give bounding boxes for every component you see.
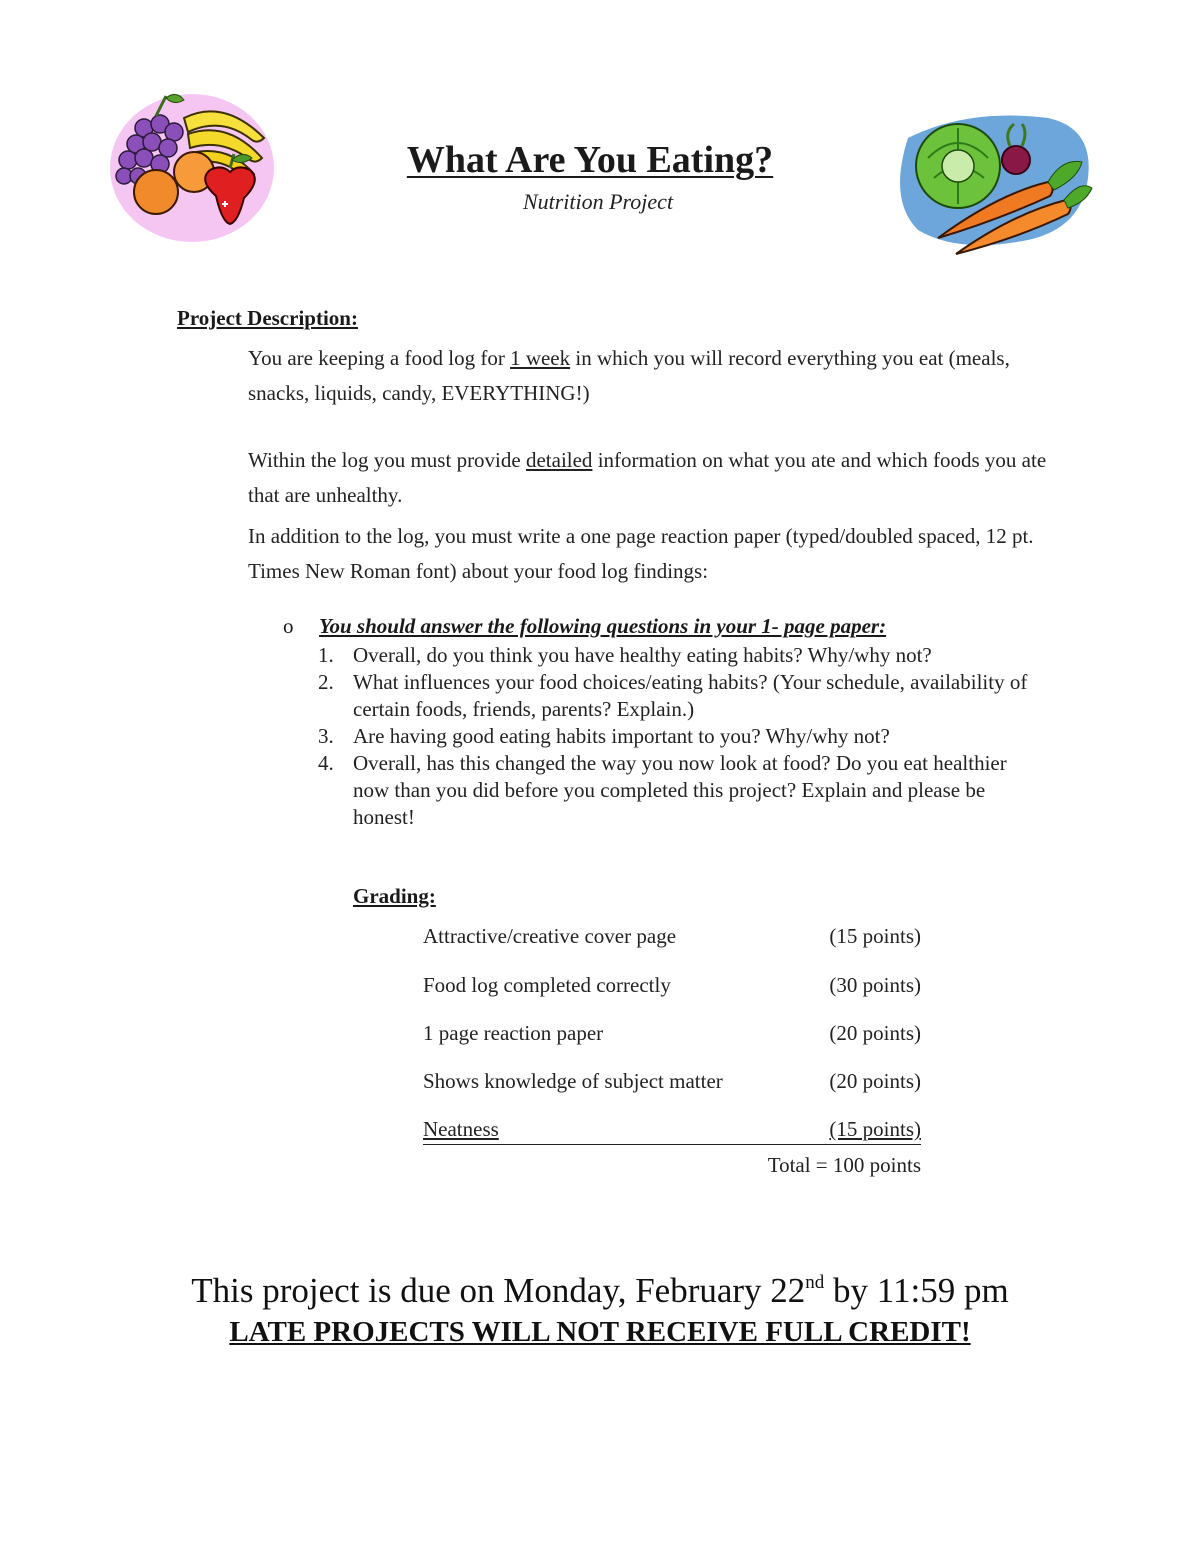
grading-row: Neatness (15 points) [423,1117,921,1145]
due-date-statement: This project is due on Monday, February 22nd by 11:59 pm [191,1271,1009,1310]
list-item: 4. Overall, has this changed the way you now look at food? Do you eat healthier now than you did before you completed this project? Explain and please be honest! [318,751,1007,829]
vegetable-clipart-image [898,108,1094,256]
list-item: 2. What influences your food choices/eating habits? (Your schedule, availability of certain foods, friends, parents? Explain.) [318,670,1028,721]
list-item: 1. Overall, do you think you have healthy eating habits? Why/why not? [318,643,932,667]
questions-list [318,642,1038,831]
list-item: 3. Are having good eating habits important to you? Why/why not? [318,724,890,748]
grading-row: Food log completed correctly (30 points) [423,973,921,997]
bullet-marker: o [283,614,294,638]
description-paragraph-2: Within the log you must provide detailed information on what you ate and which foods you ate that are unhealthy. [248,448,1047,507]
description-paragraph-1: You are keeping a food log for 1 week in which you will record everything you eat (meals, snacks, liquids, candy, EVERYTHING!) [248,346,1010,405]
page-title: What Are You Eating? [406,139,774,181]
late-policy-warning: LATE PROJECTS WILL NOT RECEIVE FULL CREDIT! [229,1316,971,1348]
questions-heading: You should answer the following questions in your 1- page paper: [319,614,887,638]
detailed-emphasis: detailed [525,448,593,472]
grading-row: Shows knowledge of subject matter (20 points) [423,1069,921,1093]
grading-row: Attractive/creative cover page (15 points) [423,924,921,948]
grading-row: 1 page reaction paper (20 points) [423,1021,921,1045]
grading-total: Total = 100 points [767,1153,921,1177]
project-description-heading: Project Description: [177,306,358,330]
page-subtitle: Nutrition Project [522,189,674,214]
grading-heading: Grading: [353,884,436,908]
description-paragraph-3: In addition to the log, you must write a one page reaction paper (typed/doubled spaced, 12 pt. Times New Roman font) about your food log findings: [248,524,1034,583]
one-week-emphasis: 1 week [510,346,571,370]
questions-bullet [283,612,886,640]
